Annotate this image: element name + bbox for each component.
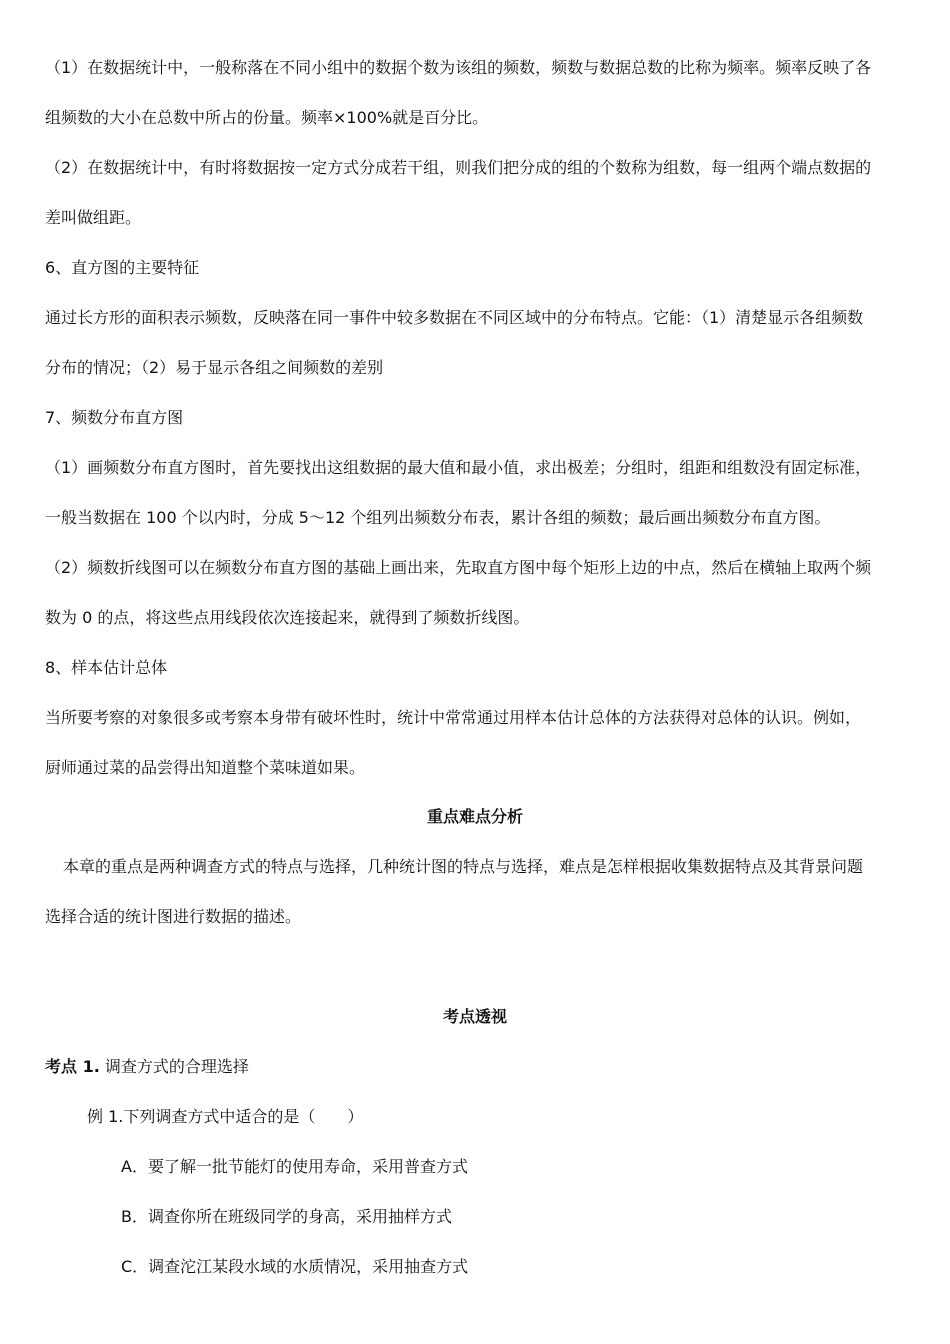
- example-1-question: 例 1.下列调查方式中适合的是（ ）: [87, 1107, 364, 1126]
- paragraph-draw-histogram-line1: （1）画频数分布直方图时，首先要找出这组数据的最大值和最小值，求出极差；分组时，组距和组数没有固定标准，: [45, 458, 872, 477]
- option-c: C．调查沱江某段水域的水质情况，采用抽查方式: [121, 1257, 469, 1276]
- paragraph-sample-line2: 厨师通过菜的品尝得出知道整个菜味道如果。: [45, 758, 366, 777]
- heading-histogram-features: 6、直方图的主要特征: [45, 258, 200, 277]
- paragraph-polyline-line2: 数为 0 的点，将这些点用线段依次连接起来，就得到了频数折线图。: [45, 608, 530, 627]
- heading-sample-estimate: 8、样本估计总体: [45, 658, 168, 677]
- section-title-exam-points: 考点透视: [442, 1007, 507, 1026]
- paragraph-histogram-line1: 通过长方形的面积表示频数，反映落在同一事件中较多数据在不同区域中的分布特点。它能：（1）清楚显示各组频数: [45, 308, 864, 327]
- paragraph-draw-histogram-line2: 一般当数据在 100 个以内时，分成 5～12 个组列出频数分布表，累计各组的频数；最后画出频数分布直方图。: [45, 508, 831, 527]
- exam-point-1-label: 考点 1.: [45, 1057, 100, 1076]
- paragraph-key-line2: 选择合适的统计图进行数据的描述。: [45, 907, 302, 926]
- exam-point-1-text: 调查方式的合理选择: [104, 1057, 249, 1076]
- paragraph-sample-line1: 当所要考察的对象很多或考察本身带有破坏性时，统计中常常通过用样本估计总体的方法获得对总体的认识。例如，: [45, 708, 862, 727]
- paragraph-group-line1: （2）在数据统计中，有时将数据按一定方式分成若干组，则我们把分成的组的个数称为组数，每一组两个端点数据的: [45, 158, 872, 177]
- paragraph-polyline-line1: （2）频数折线图可以在频数分布直方图的基础上画出来，先取直方图中每个矩形上边的中点，然后在横轴上取两个频: [45, 558, 872, 577]
- paragraph-group-line2: 差叫做组距。: [45, 208, 142, 227]
- paragraph-key-line1: 本章的重点是两种调查方式的特点与选择，几种统计图的特点与选择，难点是怎样根据收集数据特点及其背景问题: [63, 857, 864, 876]
- paragraph-histogram-line2: 分布的情况；（2）易于显示各组之间频数的差别: [45, 358, 384, 377]
- heading-frequency-histogram: 7、频数分布直方图: [45, 408, 184, 427]
- option-b: B．调查你所在班级同学的身高，采用抽样方式: [121, 1207, 452, 1226]
- option-a: A．要了解一批节能灯的使用寿命，采用普查方式: [121, 1157, 468, 1176]
- section-title-key-points: 重点难点分析: [426, 807, 523, 826]
- paragraph-frequency-line1: （1）在数据统计中，一般称落在不同小组中的数据个数为该组的频数，频数与数据总数的比称为频率。频率反映了各: [45, 58, 872, 77]
- paragraph-frequency-line2: 组频数的大小在总数中所占的份量。频率×100%就是百分比。: [45, 108, 489, 127]
- exam-point-1: [45, 1056, 249, 1078]
